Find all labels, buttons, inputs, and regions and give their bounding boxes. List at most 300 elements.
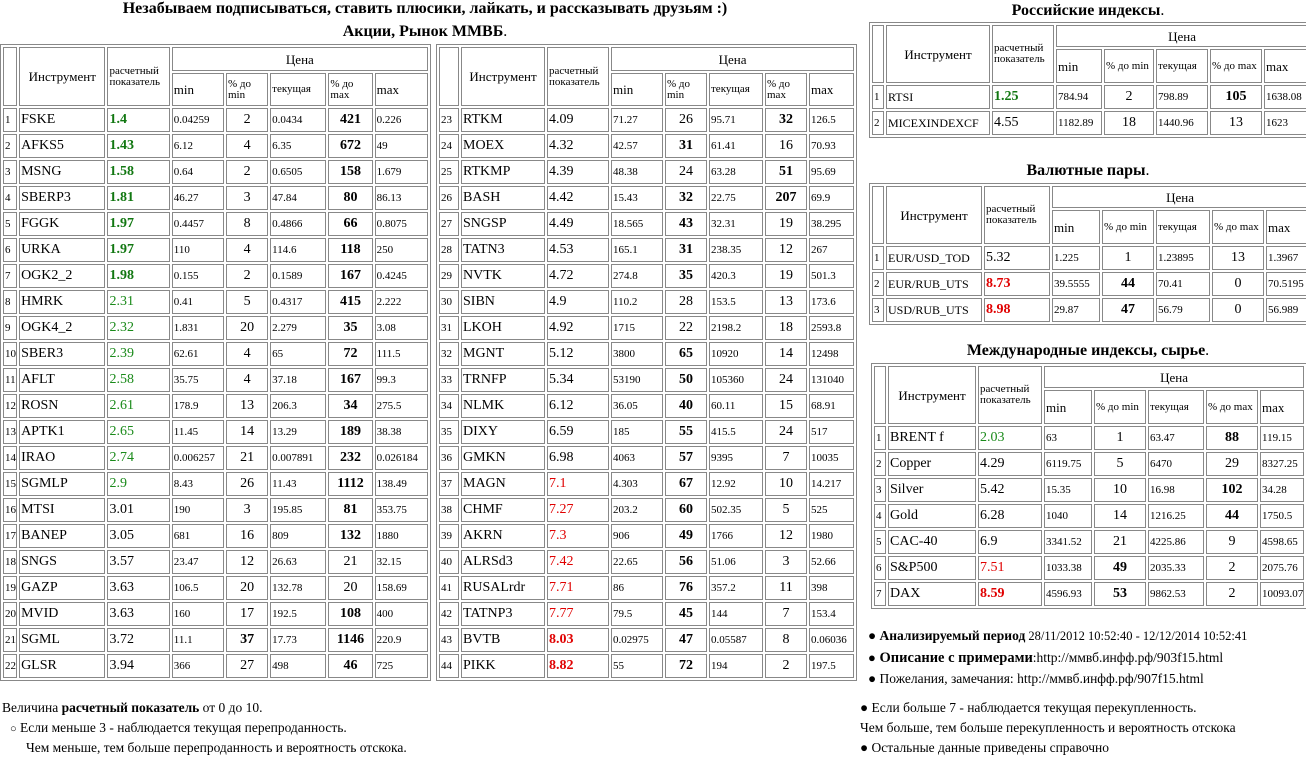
table-row (3, 654, 428, 678)
instrument-symbol: EUR/USD_TOD (886, 246, 982, 270)
row-number: 23 (439, 108, 459, 132)
instrument-symbol: BASH (461, 186, 545, 210)
min-value: 63 (1044, 426, 1092, 450)
pct-to-min: 53 (1094, 582, 1146, 606)
indicator-value: 8.03 (547, 628, 609, 652)
current-value: 2198.2 (709, 316, 763, 340)
max-value: 119.15 (1260, 426, 1304, 450)
pct-to-min: 31 (665, 134, 707, 158)
current-value: 9395 (709, 446, 763, 470)
pct-to-min: 45 (665, 602, 707, 626)
pct-to-max: 12 (765, 238, 807, 262)
row-number: 20 (3, 602, 17, 626)
pct-to-min: 26 (226, 472, 268, 496)
col-price: Цена (1052, 186, 1306, 208)
current-value: 114.6 (270, 238, 326, 262)
pct-to-min: 49 (665, 524, 707, 548)
min-value: 35.75 (172, 368, 224, 392)
max-value: 99.3 (375, 368, 428, 392)
pct-to-max: 2 (765, 654, 807, 678)
table-row (439, 446, 854, 470)
min-value: 46.27 (172, 186, 224, 210)
min-value: 79.5 (611, 602, 663, 626)
col-indicator: расчетный показатель (107, 47, 169, 106)
current-value: 0.007891 (270, 446, 326, 470)
pct-to-max: 18 (765, 316, 807, 340)
table-row (874, 426, 1304, 450)
min-value: 15.43 (611, 186, 663, 210)
min-value: 1040 (1044, 504, 1092, 528)
row-number: 10 (3, 342, 17, 366)
instrument-symbol: SIBN (461, 290, 545, 314)
col-indicator: расчетный показатель (978, 366, 1042, 424)
stocks-table-right (436, 44, 857, 681)
max-value: 38.38 (375, 420, 428, 444)
max-value: 2593.8 (809, 316, 854, 340)
indicator-value: 8.98 (984, 298, 1050, 322)
table-row (439, 394, 854, 418)
pct-to-max: 9 (1206, 530, 1258, 554)
current-value: 195.85 (270, 498, 326, 522)
min-value: 106.5 (172, 576, 224, 600)
current-value: 0.05587 (709, 628, 763, 652)
indicator-value: 1.81 (107, 186, 169, 210)
table-row (3, 212, 428, 236)
pct-to-max: 12 (765, 524, 807, 548)
max-value: 38.295 (809, 212, 854, 236)
row-number: 38 (439, 498, 459, 522)
indicator-value: 3.01 (107, 498, 169, 522)
current-value: 0.6505 (270, 160, 326, 184)
indicator-value: 1.43 (107, 134, 169, 158)
instrument-symbol: SGMLP (19, 472, 105, 496)
instrument-symbol: EUR/RUB_UTS (886, 272, 982, 296)
col-indicator: расчетный показатель (992, 25, 1054, 83)
instrument-symbol: CAC-40 (888, 530, 976, 554)
row-number: 1 (872, 85, 884, 109)
max-value: 0.8075 (375, 212, 428, 236)
max-value: 173.6 (809, 290, 854, 314)
pct-to-min: 43 (665, 212, 707, 236)
indicator-value: 1.58 (107, 160, 169, 184)
col-price: Цена (611, 47, 854, 71)
instrument-symbol: BVTB (461, 628, 545, 652)
current-value: 6470 (1148, 452, 1204, 476)
max-value: 126.5 (809, 108, 854, 132)
pct-to-min: 55 (665, 420, 707, 444)
max-value: 275.5 (375, 394, 428, 418)
min-value: 190 (172, 498, 224, 522)
pct-to-max: 72 (328, 342, 372, 366)
pct-to-max: 672 (328, 134, 372, 158)
col-instrument: Инструмент (886, 186, 982, 244)
min-value: 8.43 (172, 472, 224, 496)
legend-less-more: Чем меньше, тем больше перепроданность и вероятность отскока. (26, 740, 407, 755)
table-row (872, 298, 1306, 322)
instrument-symbol: NLMK (461, 394, 545, 418)
col-max: max (1266, 210, 1306, 244)
min-value: 42.57 (611, 134, 663, 158)
pct-to-min: 4 (226, 238, 268, 262)
current-value: 105360 (709, 368, 763, 392)
col-indicator: расчетный показатель (547, 47, 609, 106)
row-number: 11 (3, 368, 17, 392)
instrument-symbol: SBERP3 (19, 186, 105, 210)
max-value: 4598.65 (1260, 530, 1304, 554)
row-number: 36 (439, 446, 459, 470)
min-value: 4.303 (611, 472, 663, 496)
max-value: 95.69 (809, 160, 854, 184)
table-row (3, 394, 428, 418)
indicator-value: 2.9 (107, 472, 169, 496)
pct-to-min: 31 (665, 238, 707, 262)
table-row (439, 264, 854, 288)
pct-to-max: 10 (765, 472, 807, 496)
bullet-icon: ● (868, 671, 877, 686)
instrument-symbol: MTSI (19, 498, 105, 522)
indicator-value: 7.1 (547, 472, 609, 496)
max-value: 1.3967 (1266, 246, 1306, 270)
note-feedback: ● Пожелания, замечания: http://ммвб.инфф.рф/907f15.html (868, 671, 1204, 686)
pct-to-max: 232 (328, 446, 372, 470)
row-number: 41 (439, 576, 459, 600)
table-row (439, 342, 854, 366)
row-number: 14 (3, 446, 17, 470)
table-row (439, 654, 854, 678)
min-value: 1.225 (1052, 246, 1100, 270)
row-number: 1 (874, 426, 886, 450)
col-pct-max: % до max (1206, 390, 1258, 424)
pct-to-max: 13 (765, 290, 807, 314)
pct-to-min: 67 (665, 472, 707, 496)
current-value: 809 (270, 524, 326, 548)
table-row (439, 290, 854, 314)
current-value: 415.5 (709, 420, 763, 444)
instrument-symbol: SBER3 (19, 342, 105, 366)
current-value: 2.279 (270, 316, 326, 340)
col-current: текущая (270, 73, 326, 106)
min-value: 36.05 (611, 394, 663, 418)
pct-to-min: 5 (1094, 452, 1146, 476)
col-pct-min: % до min (226, 73, 268, 106)
table-row (439, 160, 854, 184)
min-value: 48.38 (611, 160, 663, 184)
max-value: 725 (375, 654, 428, 678)
indicator-value: 3.57 (107, 550, 169, 574)
current-value: 9862.53 (1148, 582, 1204, 606)
table-row (872, 272, 1306, 296)
min-value: 110.2 (611, 290, 663, 314)
table-row (439, 212, 854, 236)
current-value: 13.29 (270, 420, 326, 444)
row-number: 5 (874, 530, 886, 554)
pct-to-min: 57 (665, 446, 707, 470)
pct-to-min: 4 (226, 134, 268, 158)
max-value: 86.13 (375, 186, 428, 210)
table-row (439, 550, 854, 574)
table-row (439, 628, 854, 652)
max-value: 400 (375, 602, 428, 626)
min-value: 165.1 (611, 238, 663, 262)
indicator-value: 5.34 (547, 368, 609, 392)
min-value: 784.94 (1056, 85, 1102, 109)
pct-to-max: 35 (328, 316, 372, 340)
indicator-value: 4.55 (992, 111, 1054, 135)
current-value: 206.3 (270, 394, 326, 418)
pct-to-min: 21 (226, 446, 268, 470)
pct-to-min: 14 (1094, 504, 1146, 528)
pct-to-max: 132 (328, 524, 372, 548)
pct-to-max: 167 (328, 368, 372, 392)
instrument-symbol: TRNFP (461, 368, 545, 392)
table-row (439, 472, 854, 496)
table-row (872, 111, 1306, 135)
pct-to-max: 8 (765, 628, 807, 652)
current-value: 26.63 (270, 550, 326, 574)
min-value: 0.155 (172, 264, 224, 288)
current-value: 11.43 (270, 472, 326, 496)
min-value: 23.47 (172, 550, 224, 574)
table-row (3, 160, 428, 184)
instrument-symbol: CHMF (461, 498, 545, 522)
current-value: 0.4866 (270, 212, 326, 236)
fx-title: Валютные пары. (1026, 162, 1150, 179)
min-value: 22.65 (611, 550, 663, 574)
row-number: 1 (872, 246, 884, 270)
instrument-symbol: LKOH (461, 316, 545, 340)
table-row (439, 368, 854, 392)
table-row (439, 186, 854, 210)
pct-to-max: 20 (328, 576, 372, 600)
indicator-value: 8.82 (547, 654, 609, 678)
table-row (439, 316, 854, 340)
row-number: 43 (439, 628, 459, 652)
min-value: 6.12 (172, 134, 224, 158)
col-max: max (1260, 390, 1304, 424)
max-value: 12498 (809, 342, 854, 366)
table-row (874, 556, 1304, 580)
pct-to-min: 2 (226, 108, 268, 132)
current-value: 61.41 (709, 134, 763, 158)
instrument-symbol: BRENT f (888, 426, 976, 450)
instrument-symbol: OGK2_2 (19, 264, 105, 288)
instrument-symbol: FSKE (19, 108, 105, 132)
max-value: 52.66 (809, 550, 854, 574)
pct-to-max: 13 (1210, 111, 1262, 135)
current-value: 56.79 (1156, 298, 1210, 322)
instrument-symbol: RTKM (461, 108, 545, 132)
current-value: 192.5 (270, 602, 326, 626)
current-value: 1440.96 (1156, 111, 1208, 135)
col-pct-max: % до max (1212, 210, 1264, 244)
pct-to-min: 14 (226, 420, 268, 444)
pct-to-min: 17 (226, 602, 268, 626)
ru-indices-title: Российские индексы. (1011, 2, 1165, 19)
instrument-symbol: Copper (888, 452, 976, 476)
row-number: 3 (872, 298, 884, 322)
row-number: 44 (439, 654, 459, 678)
min-value: 110 (172, 238, 224, 262)
min-value: 11.45 (172, 420, 224, 444)
indicator-value: 1.98 (107, 264, 169, 288)
page-subtitle: Акции, Рынок ММВБ. (342, 23, 508, 40)
pct-to-max: 66 (328, 212, 372, 236)
pct-to-min: 22 (665, 316, 707, 340)
table-row (3, 290, 428, 314)
min-value: 160 (172, 602, 224, 626)
min-value: 906 (611, 524, 663, 548)
instrument-symbol: OGK4_2 (19, 316, 105, 340)
min-value: 0.41 (172, 290, 224, 314)
pct-to-max: 13 (1212, 246, 1264, 270)
current-value: 420.3 (709, 264, 763, 288)
col-max: max (375, 73, 428, 106)
current-value: 12.92 (709, 472, 763, 496)
table-row (3, 602, 428, 626)
col-instrument: Инструмент (888, 366, 976, 424)
indicator-value: 7.42 (547, 550, 609, 574)
pct-to-min: 21 (1094, 530, 1146, 554)
indicator-value: 3.63 (107, 602, 169, 626)
current-value: 17.73 (270, 628, 326, 652)
col-max: max (1264, 49, 1306, 83)
instrument-symbol: USD/RUB_UTS (886, 298, 982, 322)
indicator-value: 7.27 (547, 498, 609, 522)
col-instrument: Инструмент (886, 25, 990, 83)
row-number: 25 (439, 160, 459, 184)
col-pct-min: % до min (665, 73, 707, 106)
instrument-symbol: MOEX (461, 134, 545, 158)
pct-to-max: 1112 (328, 472, 372, 496)
pct-to-min: 1 (1102, 246, 1154, 270)
min-value: 53190 (611, 368, 663, 392)
row-number: 16 (3, 498, 17, 522)
pct-to-min: 16 (226, 524, 268, 548)
stocks-table-left (0, 44, 431, 681)
pct-to-min: 2 (1104, 85, 1154, 109)
pct-to-max: 189 (328, 420, 372, 444)
max-value: 49 (375, 134, 428, 158)
min-value: 39.5555 (1052, 272, 1100, 296)
row-number: 8 (3, 290, 17, 314)
pct-to-max: 24 (765, 420, 807, 444)
pct-to-max: 44 (1206, 504, 1258, 528)
current-value: 238.35 (709, 238, 763, 262)
indicator-value: 7.3 (547, 524, 609, 548)
row-number: 2 (872, 272, 884, 296)
pct-to-min: 60 (665, 498, 707, 522)
pct-to-max: 46 (328, 654, 372, 678)
instrument-symbol: SNGS (19, 550, 105, 574)
row-number: 31 (439, 316, 459, 340)
table-row (3, 134, 428, 158)
indicator-value: 8.73 (984, 272, 1050, 296)
row-number: 2 (872, 111, 884, 135)
row-number: 32 (439, 342, 459, 366)
row-number: 6 (874, 556, 886, 580)
max-value: 10035 (809, 446, 854, 470)
instrument-symbol: RTKMP (461, 160, 545, 184)
col-current: текущая (1156, 210, 1210, 244)
instrument-symbol: GMKN (461, 446, 545, 470)
pct-to-max: 51 (765, 160, 807, 184)
pct-to-max: 7 (765, 602, 807, 626)
instrument-symbol: AKRN (461, 524, 545, 548)
current-value: 32.31 (709, 212, 763, 236)
pct-to-max: 29 (1206, 452, 1258, 476)
min-value: 3341.52 (1044, 530, 1092, 554)
row-number: 40 (439, 550, 459, 574)
indicator-value: 1.97 (107, 238, 169, 262)
pct-to-max: 34 (328, 394, 372, 418)
max-value: 267 (809, 238, 854, 262)
pct-to-min: 13 (226, 394, 268, 418)
pct-to-max: 1146 (328, 628, 372, 652)
pct-to-min: 3 (226, 498, 268, 522)
table-row (439, 134, 854, 158)
pct-to-max: 88 (1206, 426, 1258, 450)
indicator-value: 7.77 (547, 602, 609, 626)
current-value: 1766 (709, 524, 763, 548)
max-value: 1623 (1264, 111, 1306, 135)
indicator-value: 3.72 (107, 628, 169, 652)
row-number: 18 (3, 550, 17, 574)
min-value: 185 (611, 420, 663, 444)
instrument-symbol: GAZP (19, 576, 105, 600)
pct-to-min: 27 (226, 654, 268, 678)
current-value: 65 (270, 342, 326, 366)
min-value: 15.35 (1044, 478, 1092, 502)
max-value: 1638.08 (1264, 85, 1306, 109)
current-value: 0.1589 (270, 264, 326, 288)
indicator-value: 2.58 (107, 368, 169, 392)
current-value: 0.4317 (270, 290, 326, 314)
pct-to-min: 4 (226, 342, 268, 366)
pct-to-max: 167 (328, 264, 372, 288)
current-value: 70.41 (1156, 272, 1210, 296)
pct-to-min: 40 (665, 394, 707, 418)
max-value: 525 (809, 498, 854, 522)
pct-to-max: 207 (765, 186, 807, 210)
max-value: 70.5195 (1266, 272, 1306, 296)
instrument-symbol: DAX (888, 582, 976, 606)
max-value: 8327.25 (1260, 452, 1304, 476)
current-value: 60.11 (709, 394, 763, 418)
indicator-value: 5.42 (978, 478, 1042, 502)
col-pct-max: % до max (765, 73, 807, 106)
table-row (439, 602, 854, 626)
min-value: 4063 (611, 446, 663, 470)
max-value: 0.06036 (809, 628, 854, 652)
max-value: 0.226 (375, 108, 428, 132)
current-value: 6.35 (270, 134, 326, 158)
col-pct-min: % до min (1094, 390, 1146, 424)
min-value: 0.04259 (172, 108, 224, 132)
max-value: 517 (809, 420, 854, 444)
min-value: 0.4457 (172, 212, 224, 236)
indicator-value: 2.74 (107, 446, 169, 470)
pct-to-max: 0 (1212, 272, 1264, 296)
current-value: 502.35 (709, 498, 763, 522)
table-row (439, 108, 854, 132)
pct-to-min: 24 (665, 160, 707, 184)
pct-to-min: 1 (1094, 426, 1146, 450)
pct-to-max: 102 (1206, 478, 1258, 502)
min-value: 1182.89 (1056, 111, 1102, 135)
pct-to-max: 158 (328, 160, 372, 184)
current-value: 4225.86 (1148, 530, 1204, 554)
max-value: 69.9 (809, 186, 854, 210)
